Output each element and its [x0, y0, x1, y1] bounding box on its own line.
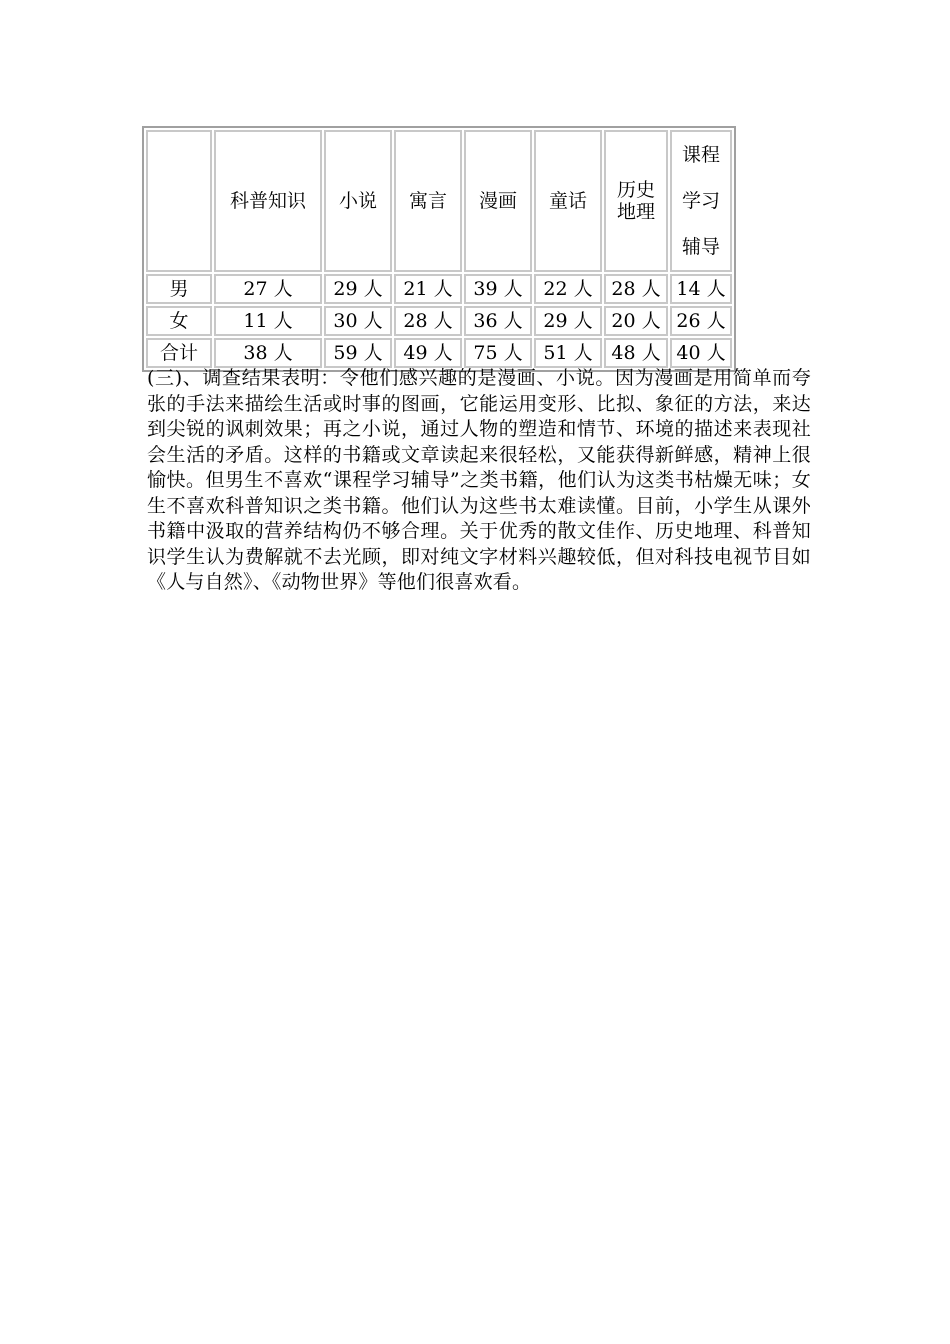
- table-cell: 36 人: [464, 306, 532, 336]
- table-cell: 59 人: [324, 338, 392, 368]
- header-history-geography: [604, 130, 668, 272]
- table-cell: 28 人: [604, 274, 668, 304]
- table-cell: 38 人: [214, 338, 322, 368]
- table-cell: 11 人: [214, 306, 322, 336]
- table-row-male: [146, 274, 732, 304]
- table-cell: 30 人: [324, 306, 392, 336]
- header-science: 科普知识: [214, 130, 322, 272]
- header-history-line-2: 地理: [616, 201, 655, 223]
- header-comic: 漫画: [464, 130, 532, 272]
- table-cell: 29 人: [324, 274, 392, 304]
- conclusion-paragraph: (三)、调查结果表明：令他们感兴趣的是漫画、小说。因为漫画是用简单而夸张的手法来描绘生活或时事的图画，它能运用变形、比拟、象征的方法，来达到尖锐的讽刺效果；再之小说，通过人物的塑造和情节、环境的描述来表现社会生活的矛盾。这样的书籍或文章读起来很轻松，又能获得新鲜感，精神上很愉快。但男生不喜欢“课程学习辅导”之类书籍，他们认为这类书枯燥无味；女生不喜欢科普知识之类书籍。他们认为这些书太难读懂。目前，小学生从课外书籍中汲取的营养结构仍不够合理。关于优秀的散文佳作、历史地理、科普知识学生认为费解就不去光顾，即对纯文字材料兴趣较低，但对科技电视节目如《人与自然》、《动物世界》等他们很喜欢看。: [147, 367, 811, 593]
- row-label: 男: [146, 274, 212, 304]
- table-cell: 75 人: [464, 338, 532, 368]
- table-cell: 28 人: [394, 306, 462, 336]
- table-cell: 27 人: [214, 274, 322, 304]
- header-history-line-1: 历史: [616, 179, 655, 201]
- row-label: 女: [146, 306, 212, 336]
- table-cell: 40 人: [670, 338, 732, 368]
- table-cell: 49 人: [394, 338, 462, 368]
- survey-table: [142, 126, 736, 372]
- table-header-row: [146, 130, 732, 272]
- table-row-total: [146, 338, 732, 368]
- header-fairy-tale: 童话: [534, 130, 602, 272]
- table-cell: 51 人: [534, 338, 602, 368]
- table-row-female: [146, 306, 732, 336]
- header-course-line-1: 课程: [681, 144, 720, 166]
- table-cell: 26 人: [670, 306, 732, 336]
- table-cell: 14 人: [670, 274, 732, 304]
- table-cell: 22 人: [534, 274, 602, 304]
- header-fable: 寓言: [394, 130, 462, 272]
- table-cell: 39 人: [464, 274, 532, 304]
- header-course-line-2: 学习: [681, 190, 720, 212]
- table-cell: 29 人: [534, 306, 602, 336]
- header-course-line-3: 辅导: [681, 236, 720, 258]
- header-course-tutoring: [670, 130, 732, 272]
- row-label: 合计: [146, 338, 212, 368]
- table-cell: 48 人: [604, 338, 668, 368]
- table-cell: 20 人: [604, 306, 668, 336]
- header-novel: 小说: [324, 130, 392, 272]
- header-empty: [146, 130, 212, 272]
- table-cell: 21 人: [394, 274, 462, 304]
